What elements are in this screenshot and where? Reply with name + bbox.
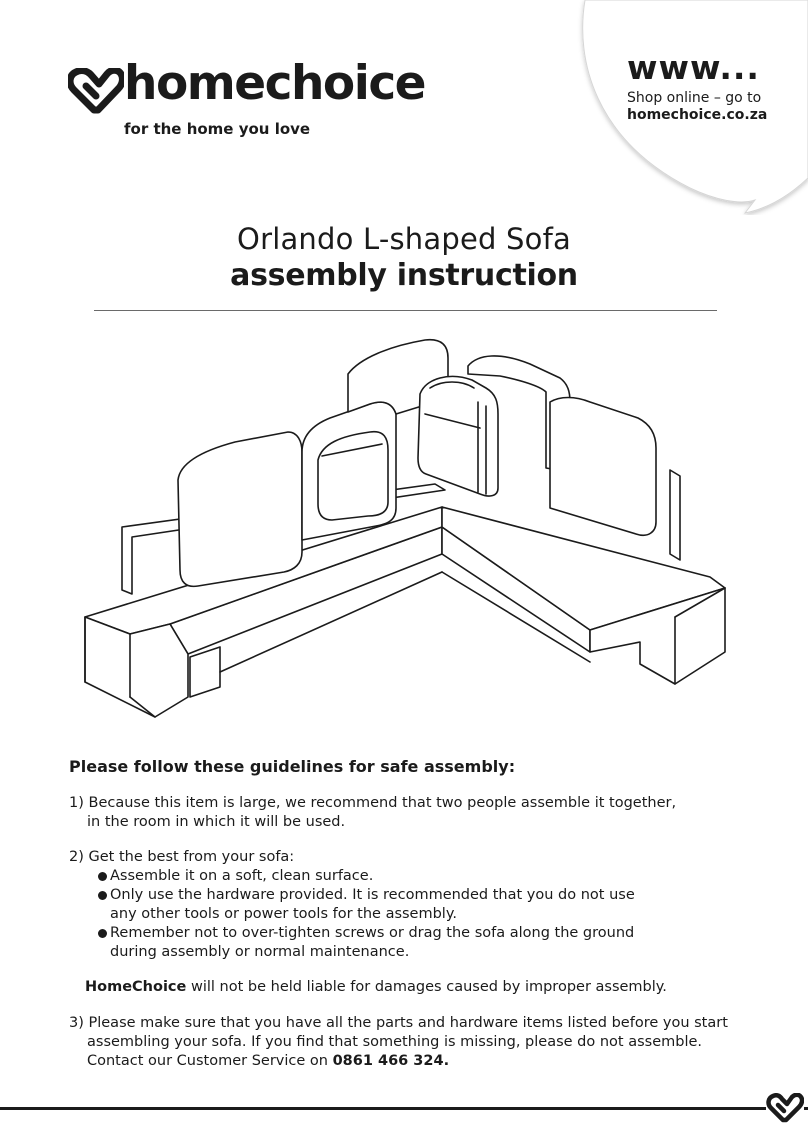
bullet-1-line-1: Assemble it on a soft, clean surface. — [110, 868, 374, 884]
shop-online-text: Shop online – go to — [627, 90, 762, 106]
website-link[interactable]: homechoice.co.za — [627, 107, 768, 123]
disclaimer-brand: HomeChoice — [85, 979, 187, 995]
safety-guidelines — [69, 757, 769, 1087]
guideline-2-intro: 2) Get the best from your sofa: — [69, 849, 295, 865]
bullet-2-line-1: Only use the hardware provided. It is recommended that you do not use — [110, 887, 635, 903]
sofa-line-drawing — [70, 332, 730, 742]
brand-name: homechoice — [124, 56, 426, 111]
product-title: Orlando L-shaped Sofa — [237, 222, 571, 256]
www-heading: www... — [627, 48, 760, 87]
document-title: assembly instruction — [230, 258, 578, 293]
heart-check-icon — [766, 1093, 804, 1123]
guidelines-heading: Please follow these guidelines for safe assembly: — [69, 757, 516, 776]
bullet-item — [69, 867, 769, 886]
bullet-3-line-2: during assembly or normal maintenance. — [110, 944, 410, 960]
bullet-item — [69, 924, 769, 962]
brand-logo — [68, 56, 448, 152]
title-divider — [94, 310, 717, 311]
bullet-item — [69, 886, 769, 924]
guideline-3-line-3 — [69, 1052, 769, 1071]
bullet-dot-icon — [98, 891, 107, 900]
disclaimer-text: will not be held liable for damages caused by improper assembly. — [186, 979, 667, 995]
guideline-item-2 — [69, 848, 769, 962]
customer-service-phone[interactable]: 0861 466 324. — [332, 1053, 450, 1069]
footer-rule — [0, 1107, 808, 1110]
guideline-1-line-2: in the room in which it will be used. — [87, 814, 346, 830]
guideline-item-3 — [69, 1014, 769, 1071]
bullet-dot-icon — [98, 872, 107, 881]
bullet-dot-icon — [98, 929, 107, 938]
brand-tagline: for the home you love — [124, 120, 311, 138]
guideline-item-1 — [69, 794, 769, 832]
guideline-3-line-2: assembling your sofa. If you find that something is missing, please do not assemble. — [87, 1034, 703, 1050]
guideline-1-line-1: 1) Because this item is large, we recommend that two people assemble it together, — [69, 795, 677, 811]
guideline-3-line-1: 3) Please make sure that you have all the parts and hardware items listed before you start — [69, 1015, 728, 1031]
bullet-2-line-2: any other tools or power tools for the assembly. — [110, 906, 457, 922]
contact-prefix: Contact our Customer Service on — [87, 1053, 333, 1069]
bullet-3-line-1: Remember not to over-tighten screws or drag the sofa along the ground — [110, 925, 635, 941]
liability-disclaimer — [69, 978, 769, 997]
heart-check-icon — [68, 68, 124, 114]
web-callout — [575, 0, 808, 215]
